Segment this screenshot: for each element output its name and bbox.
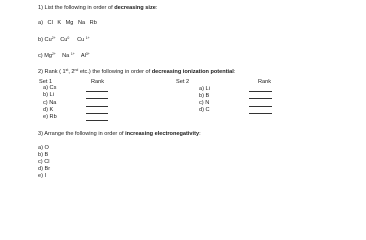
set1-item: d) K (43, 107, 54, 113)
ion-charge: 2+ (51, 35, 56, 40)
set1-rank-blank[interactable] (86, 120, 108, 121)
set2-item: a) Li (199, 86, 210, 92)
q3-item: b) B (38, 152, 49, 158)
q2-prompt-text: , 2 (68, 69, 75, 75)
q2-prompt-bold: decreasing ionization potential (151, 69, 234, 75)
q3-item: c) Cl (38, 159, 50, 165)
q2-prompt-text: etc.) the following in order of (78, 69, 152, 75)
q3-item: a) O (38, 145, 49, 151)
q1-prompt-bold: decreasing size (114, 5, 156, 11)
ion-charge: 2+ (52, 51, 56, 56)
set2-item: d) C (199, 107, 210, 113)
q3-item: d) Br (38, 166, 51, 172)
ion: Cu (77, 37, 85, 43)
set1-rank-heading: Rank (91, 79, 105, 85)
ion: Na (62, 53, 70, 59)
q1-item-b (38, 37, 90, 43)
q2-prompt-text: 2) Rank ( 1 (38, 69, 66, 75)
q3-item: e) I (38, 173, 47, 179)
set1-item: a) Cs (43, 85, 57, 91)
set1-item: e) Rb (43, 114, 57, 120)
set2-rank-blank[interactable] (249, 113, 272, 114)
q1-item-b-label: b) (38, 37, 45, 43)
q1-item-c (38, 53, 90, 59)
q2-sup: nd (74, 67, 79, 72)
q3-prompt (38, 131, 201, 137)
set1-rank-blank[interactable] (86, 113, 108, 114)
q2-prompt (38, 69, 235, 75)
q3-prompt-suffix: : (199, 131, 201, 137)
q1-item-a: a) Cl K Mg Na Rb (38, 20, 97, 26)
ion: Al (80, 53, 86, 59)
q3-prompt-text: 3) Arrange the following in order of (38, 131, 126, 137)
set1-rank-blank[interactable] (86, 91, 108, 92)
q2-prompt-suffix: : (233, 69, 236, 75)
q1-item-c-label: c) (38, 53, 45, 59)
set1-heading: Set 1 (39, 79, 53, 85)
ion: Cu (60, 37, 68, 43)
q1-prompt-suffix: : (155, 5, 158, 11)
set2-rank-blank[interactable] (249, 106, 272, 107)
set2-rank-blank[interactable] (249, 91, 272, 92)
ion-charge: 0 (67, 35, 70, 40)
set2-item: b) B (199, 93, 210, 99)
q3-prompt-bold: increasing electronegativity (125, 131, 200, 137)
ion-charge: 1+ (70, 51, 75, 56)
ion: Mg (44, 53, 52, 59)
set2-heading: Set 2 (176, 79, 190, 85)
set1-item: c) Na (43, 100, 57, 106)
q1-prompt (38, 5, 157, 11)
ion-charge: 1+ (85, 35, 90, 40)
set1-rank-blank[interactable] (86, 106, 108, 107)
set1-item: b) Li (43, 92, 54, 98)
ion-charge: 3+ (85, 51, 90, 56)
q2-sup: st (65, 67, 69, 72)
set2-rank-heading: Rank (258, 79, 272, 85)
ion: Cu (44, 37, 52, 43)
set1-rank-blank[interactable] (86, 98, 108, 99)
set2-rank-blank[interactable] (249, 98, 272, 99)
set2-item: c) N (199, 100, 210, 106)
q1-prompt-text: 1) List the following in order of (38, 5, 115, 11)
